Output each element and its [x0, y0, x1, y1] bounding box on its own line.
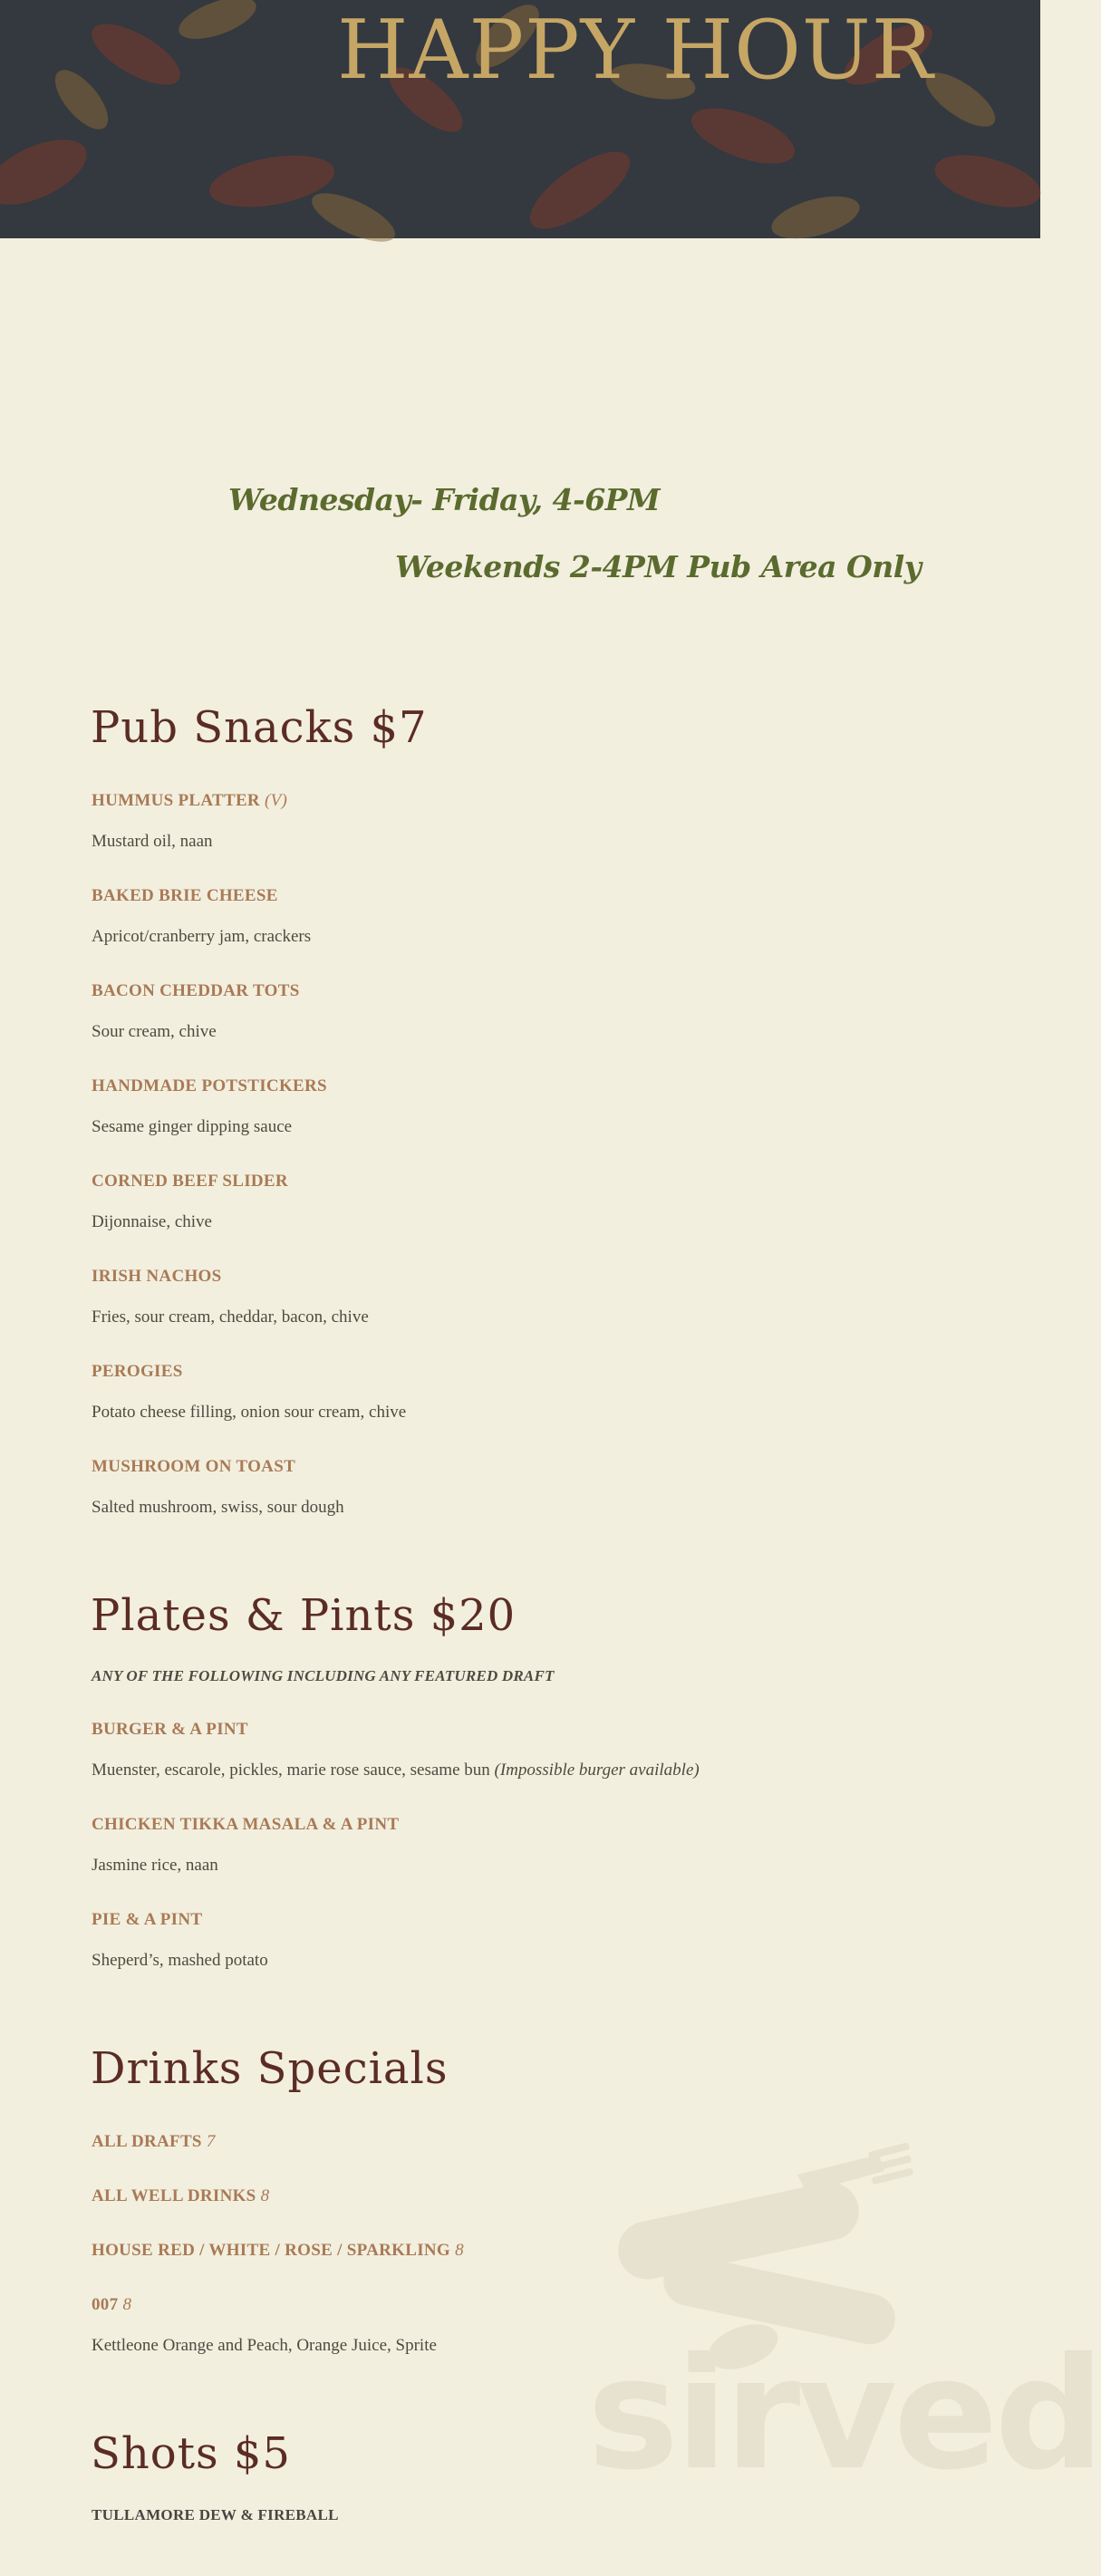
menu-item-name: MUSHROOM ON TOAST	[92, 1457, 296, 1476]
shot-item: TULLAMORE DEW & FIREBALL	[92, 2506, 339, 2523]
menu-item-description: Sesame ginger dipping sauce	[92, 1117, 293, 1136]
menu-item-description: Potato cheese filling, onion sour cream, chive	[92, 1403, 407, 1422]
drink-item: 007 8	[92, 2295, 132, 2314]
impossible-burger-note: (Impossible burger available)	[494, 1761, 700, 1780]
section-title-pub-snacks: Pub Snacks $7	[91, 702, 428, 753]
menu-item-description: Jasmine rice, naan	[92, 1856, 218, 1875]
menu-item-name: CORNED BEEF SLIDER	[92, 1172, 288, 1191]
hours-weekday: Wednesday- Friday, 4-6PM	[228, 482, 661, 517]
drink-item: ALL DRAFTS 7	[92, 2132, 216, 2151]
menu-item-name: CHICKEN TIKKA MASALA & A PINT	[92, 1815, 400, 1834]
hero-banner	[0, 0, 1040, 238]
section-title-shots: Shots $5	[91, 2428, 291, 2479]
section-title-drinks: Drinks Specials	[91, 2043, 449, 2094]
menu-item-name: BURGER & A PINT	[92, 1720, 248, 1739]
section-note: ANY OF THE FOLLOWING INCLUDING ANY FEATURED DRAFT	[92, 1667, 555, 1684]
section-title-plates-pints: Plates & Pints $20	[91, 1590, 517, 1641]
menu-item-name: HUMMUS PLATTER (V)	[92, 791, 288, 810]
drink-item: ALL WELL DRINKS 8	[92, 2186, 270, 2205]
menu-item-name: BAKED BRIE CHEESE	[92, 886, 278, 905]
menu-item-name: IRISH NACHOS	[92, 1267, 222, 1286]
menu-item-description: Sheperd’s, mashed potato	[92, 1951, 268, 1970]
menu-item-name: HANDMADE POTSTICKERS	[92, 1076, 327, 1095]
sirved-watermark: sirved	[587, 2325, 1101, 2504]
menu-item-name: PIE & A PINT	[92, 1910, 203, 1929]
menu-item-description: Apricot/cranberry jam, crackers	[92, 927, 312, 946]
menu-item-name: BACON CHEDDAR TOTS	[92, 981, 300, 1000]
vegetarian-tag: (V)	[265, 791, 288, 810]
menu-item-description: Fries, sour cream, cheddar, bacon, chive	[92, 1307, 369, 1327]
menu-item-description: Sour cream, chive	[92, 1022, 217, 1041]
drink-item-description: Kettleone Orange and Peach, Orange Juice, Sprite	[92, 2336, 437, 2355]
menu-item-description: Muenster, escarole, pickles, marie rose sauce, sesame bun (Impossible burger available)	[92, 1761, 700, 1780]
menu-item-description: Mustard oil, naan	[92, 832, 213, 851]
menu-item-description: Salted mushroom, swiss, sour dough	[92, 1498, 344, 1517]
page-title: HAPPY HOUR	[337, 3, 934, 98]
menu-item-name: PEROGIES	[92, 1362, 183, 1381]
menu-item-description: Dijonnaise, chive	[92, 1212, 212, 1231]
drink-item: HOUSE RED / WHITE / ROSE / SPARKLING 8	[92, 2241, 464, 2260]
hours-weekend: Weekends 2-4PM Pub Area Only	[395, 549, 922, 584]
